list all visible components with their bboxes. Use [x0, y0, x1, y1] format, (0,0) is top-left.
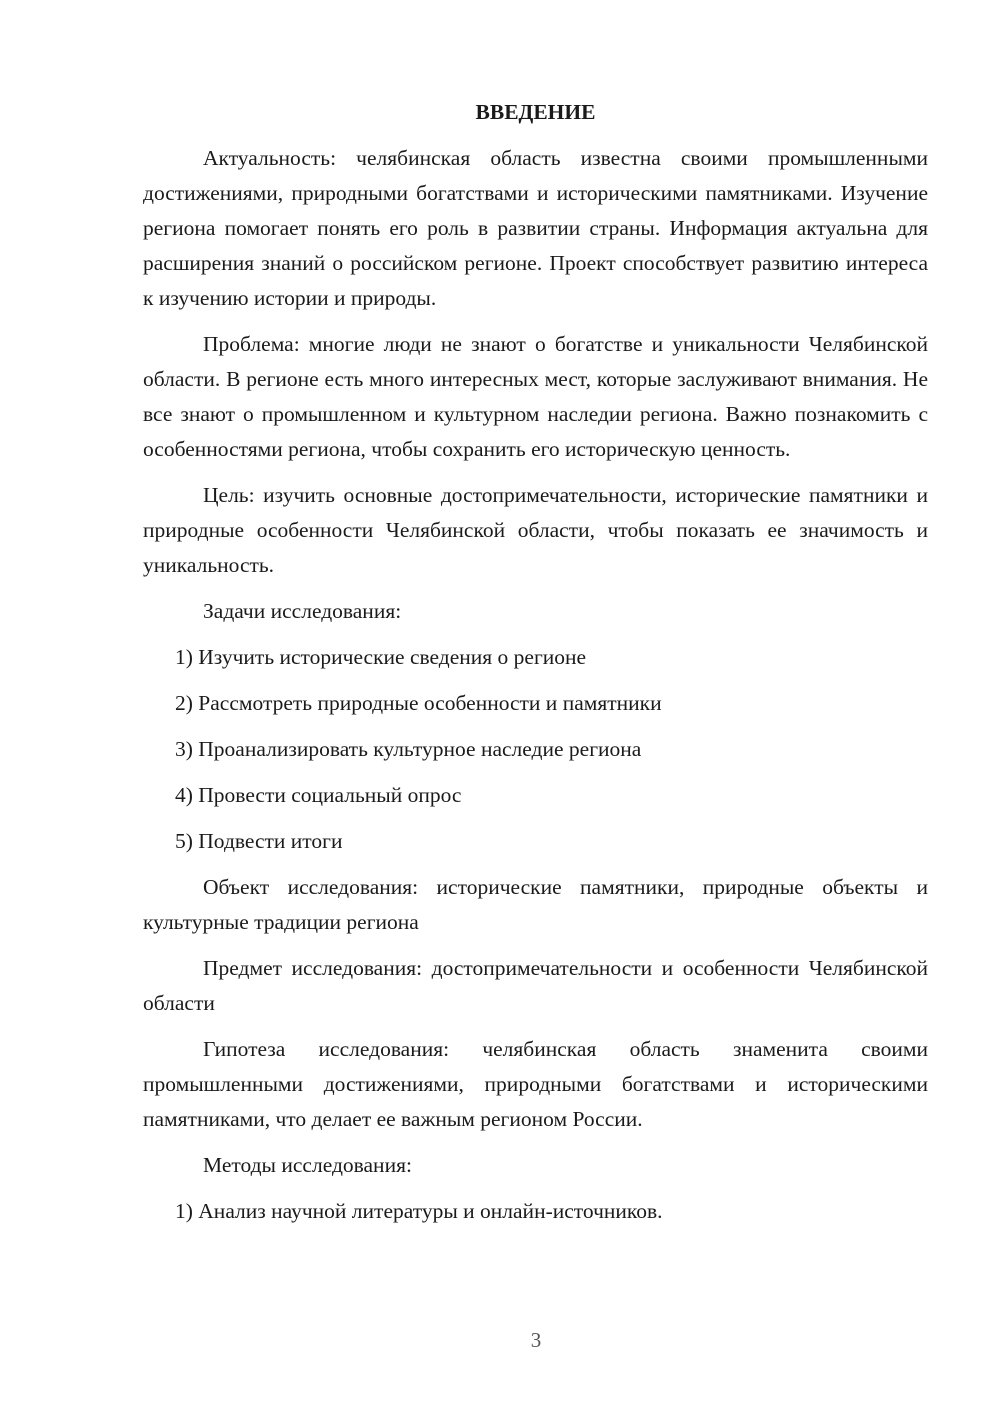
paragraph-object: Объект исследования: исторические памятники, природные объекты и культурные традиции региона	[143, 875, 928, 934]
page-number: 3	[530, 1328, 542, 1352]
paragraph-relevance: Актуальность: челябинская область известна своими промышленными достижениями, природными богатствами и историческими памятниками. Изучение региона помогает понять его роль в развитии страны. Информация актуальна для расширения знаний о российском регионе. Проект способствует развитию интереса к изучению истории и природы.	[143, 146, 928, 310]
page-title: ВВЕДЕНИЕ	[475, 100, 596, 124]
methods-list	[143, 1194, 928, 1229]
paragraph-problem: Проблема: многие люди не знают о богатстве и уникальности Челябинской области. В регионе есть много интересных мест, которые заслуживают внимания. Не все знают о промышленном и культурном наследии региона. Важно познакомить с особенностями региона, чтобы сохранить его историческую ценность.	[143, 332, 928, 461]
list-item-task-2: 2) Рассмотреть природные особенности и памятники	[175, 691, 662, 715]
list-item-method-1: 1) Анализ научной литературы и онлайн-источников.	[175, 1199, 663, 1223]
tasks-heading: Задачи исследования:	[203, 599, 402, 623]
list-item-task-3: 3) Проанализировать культурное наследие региона	[175, 737, 642, 761]
paragraph-subject: Предмет исследования: достопримечательности и особенности Челябинской области	[143, 956, 928, 1015]
methods-heading: Методы исследования:	[203, 1153, 412, 1177]
paragraph-hypothesis: Гипотеза исследования: челябинская область знаменита своими промышленными достижениями, природными богатствами и историческими памятниками, что делает ее важным регионом России.	[143, 1037, 928, 1131]
list-item-task-1: 1) Изучить исторические сведения о регионе	[175, 645, 587, 669]
paragraph-goal: Цель: изучить основные достопримечательности, исторические памятники и природные особенности Челябинской области, чтобы показать ее значимость и уникальность.	[143, 483, 928, 577]
tasks-list	[143, 640, 928, 859]
list-item-task-4: 4) Провести социальный опрос	[175, 783, 462, 807]
page-content	[143, 95, 928, 1240]
list-item-task-5: 5) Подвести итоги	[175, 829, 343, 853]
